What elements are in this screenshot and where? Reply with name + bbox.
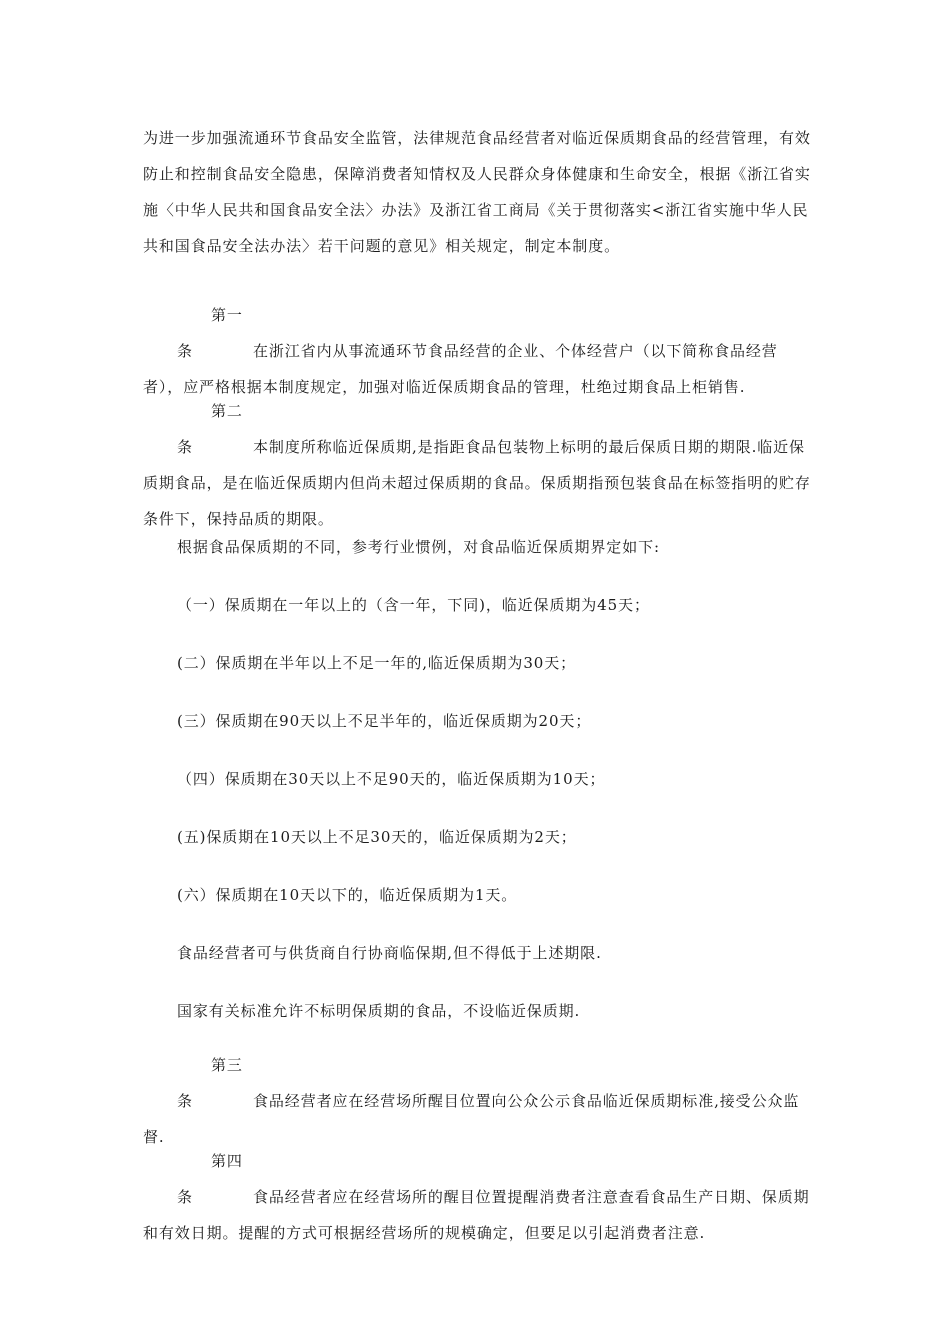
article-4 — [143, 1143, 811, 1251]
list-item: (二）保质期在半年以上不足一年的,临近保质期为30天； — [177, 654, 577, 672]
intro-paragraph: 为进一步加强流通环节食品安全监管，法律规范食品经营者对临近保质期食品的经营管理，有效防止和控制食品安全隐患，保障消费者知情权及人民群众身体健康和生命安全，根据《浙江省实施〈中华人民共和国食品安全法〉办法》及浙江省工商局《关于贯彻落实<浙江省实施中华人民共和国食品安全法办法〉若干问题的意见》相关规定，制定本制度。 — [143, 129, 811, 255]
article-4-number: 第四条 — [177, 1152, 243, 1206]
list-item: (五)保质期在10天以上不足30天的，临近保质期为2天； — [177, 828, 577, 846]
note-paragraph: 食品经营者可与供货商自行协商临保期,但不得低于上述期限. — [177, 944, 602, 962]
article-3-text: 食品经营者应在经营场所醒目位置向公众公示食品临近保质期标准,接受公众监督. — [143, 1092, 800, 1146]
article-1-number: 第一条 — [177, 306, 243, 360]
basis-paragraph: 根据食品保质期的不同，参考行业惯例，对食品临近保质期界定如下: — [177, 538, 660, 556]
article-2-text: 本制度所称临近保质期,是指距食品包装物上标明的最后保质日期的期限.临近保质期食品，是在临近保质期内但尚未超过保质期的食品。保质期指预包装食品在标签指明的贮存条件下，保持品质的期限。 — [143, 438, 811, 528]
list-item: (六）保质期在10天以下的，临近保质期为1天。 — [177, 886, 518, 904]
article-1-text: 在浙江省内从事流通环节食品经营的企业、个体经营户（以下简称食品经营者），应严格根据本制度规定，加强对临近保质期食品的管理，杜绝过期食品上柜销售. — [143, 342, 778, 396]
article-2-number: 第二条 — [177, 402, 243, 456]
article-4-text: 食品经营者应在经营场所的醒目位置提醒消费者注意查看食品生产日期、保质期和有效日期。提醒的方式可根据经营场所的规模确定，但要足以引起消费者注意. — [143, 1188, 810, 1242]
list-item: （四）保质期在30天以上不足90天的，临近保质期为10天； — [177, 770, 606, 788]
article-2 — [143, 393, 811, 537]
list-item: （一）保质期在一年以上的（含一年，下同)，临近保质期为45天； — [177, 596, 650, 614]
note-paragraph: 国家有关标准允许不标明保质期的食品，不设临近保质期. — [177, 1002, 581, 1020]
article-1 — [143, 297, 811, 405]
article-3 — [143, 1047, 811, 1155]
list-item: (三）保质期在90天以上不足半年的，临近保质期为20天； — [177, 712, 592, 730]
article-3-number: 第三条 — [177, 1056, 243, 1110]
